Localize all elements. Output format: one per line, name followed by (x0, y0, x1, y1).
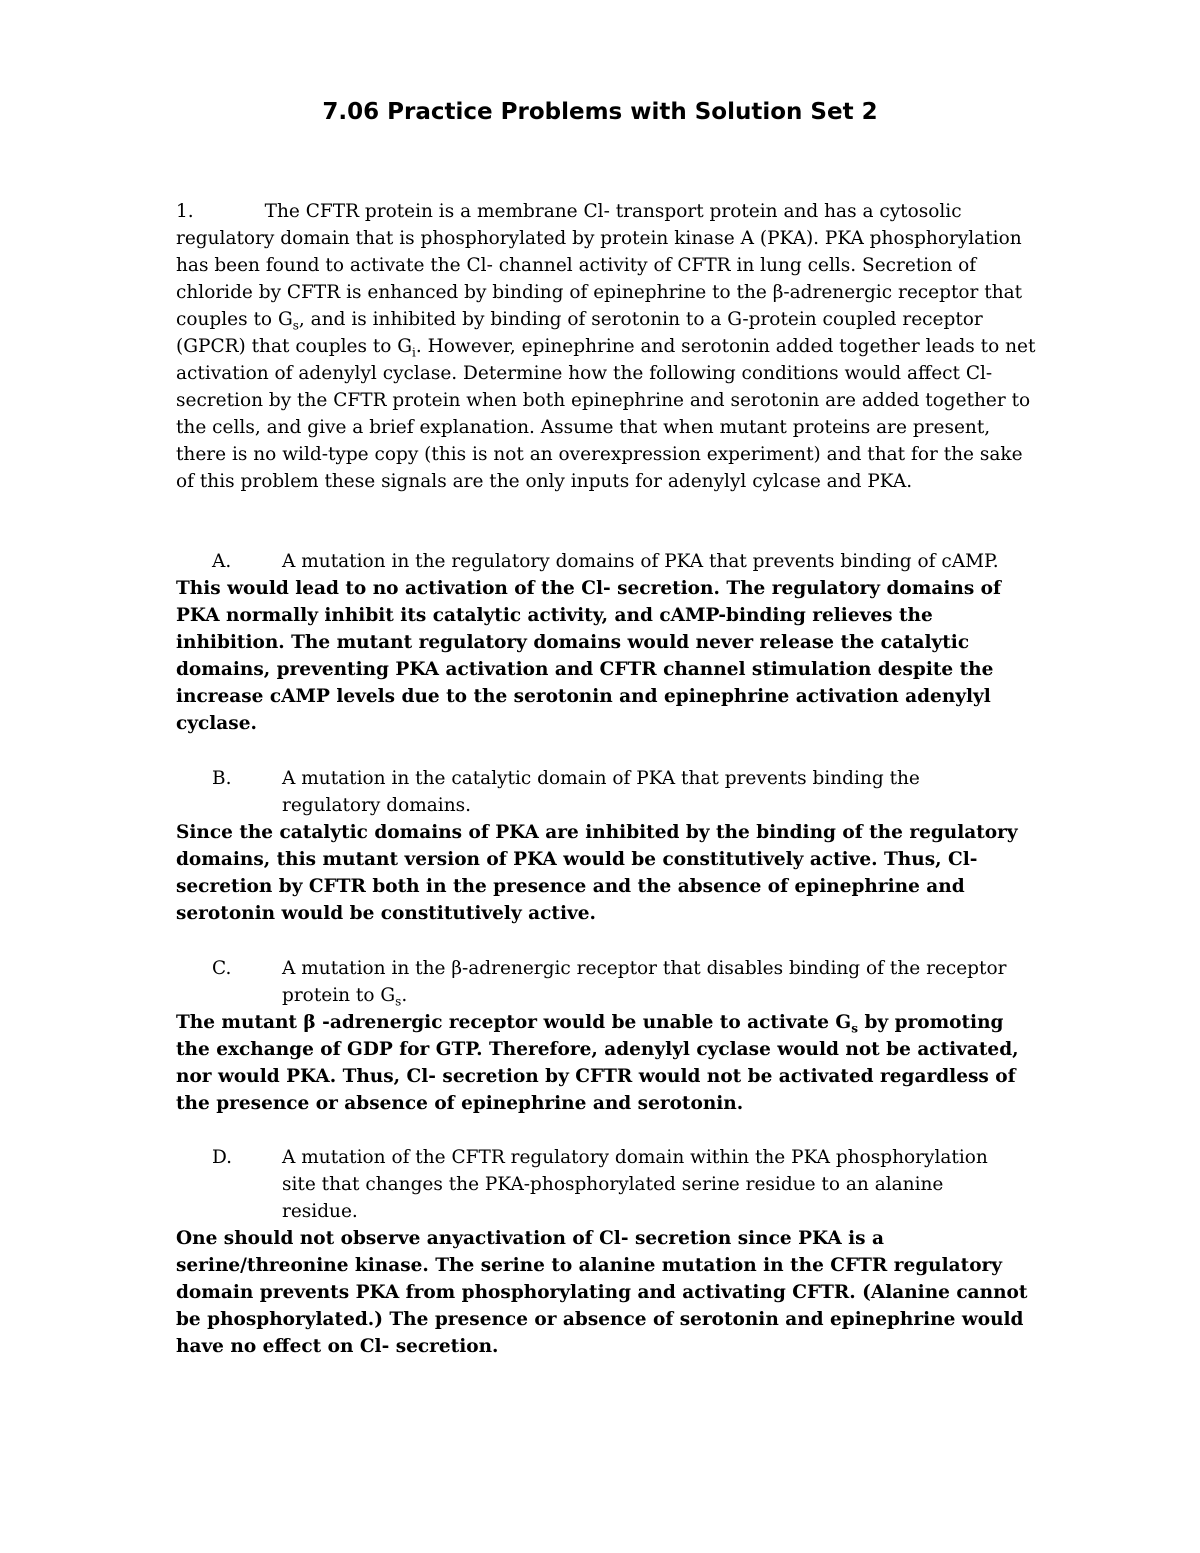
part-b-letter: B. (212, 768, 232, 789)
part-d-letter: D. (212, 1147, 233, 1168)
part-c (176, 955, 1036, 1117)
part-d (176, 1144, 1036, 1360)
part-a-answer: This would lead to no activation of the Cl- secretion. The regulatory domains of PKA normally inhibit its catalytic activity, and cAMP-binding relieves the inhibition. The mutant regulatory domains would never release the catalytic domains, preventing PKA activation and CFTR channel stimulation despite the increase cAMP levels due to the serotonin and epinephrine activation adenylyl cyclase. (176, 578, 1001, 734)
part-b-prompt: A mutation in the catalytic domain of PKA that prevents binding the regulatory domains. (282, 768, 920, 816)
page-title: 7.06 Practice Problems with Solution Set 2 (322, 99, 878, 125)
part-b-answer: Since the catalytic domains of PKA are inhibited by the binding of the regulatory domains, this mutant version of PKA would be constitutively active. Thus, Cl- secretion by CFTR both in the presence and the absence of epinephrine and serotonin would be constitutively active. (176, 822, 1018, 924)
part-a (176, 548, 1036, 737)
question-number: 1. (176, 201, 194, 222)
part-b (176, 765, 1036, 927)
part-c-answer: The mutant β -adrenergic receptor would be unable to activate $G_s$ by promoting the exchange of GDP for GTP. Therefore, adenylyl cyclase would not be activated, nor would PKA. Thus, Cl- secretion by CFTR would not be activated regardless of the presence or absence of epinephrine and serotonin. (176, 1012, 1019, 1114)
question-1-text: 1. The CFTR protein is a membrane Cl- transport protein and has a cytosolic regulatory domain that is phosphorylated by protein kinase A (PKA). PKA phosphorylation has been found to activate the Cl- channel activity of CFTR in lung cells. Secretion of chloride by CFTR is enhanced by binding of epinephrine to the β-adrenergic receptor that couples to $G_s$, and is inhibited by binding of serotonin to a G-protein coupled receptor (GPCR) that couples to $G_i$. However, epinephrine and serotonin added together leads to net activation of adenylyl cyclase. Determine how the following conditions would affect Cl- secretion by the CFTR protein when both epinephrine and serotonin are added together to the cells, and give a brief explanation. Assume that when mutant proteins are present, there is no wild-type copy (this is not an overexpression experiment) and that for the sake of this problem these signals are the only inputs for adenylyl cylcase and PKA. (176, 201, 1036, 492)
part-d-answer: One should not observe anyactivation of Cl- secretion since PKA is a serine/threonine kinase. The serine to alanine mutation in the CFTR regulatory domain prevents PKA from phosphorylating and activating CFTR. (Alanine cannot be phosphorylated.) The presence or absence of serotonin and epinephrine would have no effect on Cl- secretion. (176, 1228, 1028, 1357)
part-a-prompt: A mutation in the regulatory domains of PKA that prevents binding of cAMP. (282, 551, 999, 572)
part-d-prompt: A mutation of the CFTR regulatory domain within the PKA phosphorylation site that changes the PKA-phosphorylated serine residue to an alanine residue. (282, 1147, 988, 1222)
part-c-prompt: A mutation in the β-adrenergic receptor that disables binding of the receptor protein to $G_s$. (282, 958, 1007, 1009)
part-a-letter: A. (212, 551, 232, 572)
part-c-letter: C. (212, 958, 232, 979)
